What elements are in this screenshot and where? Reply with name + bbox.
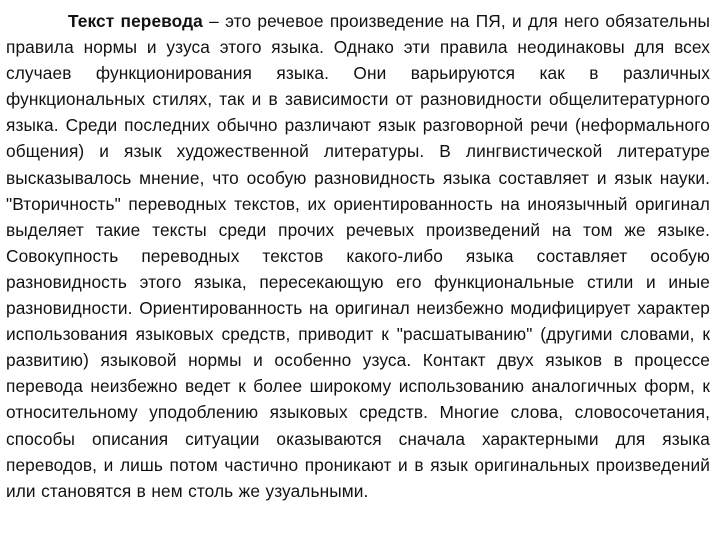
body-paragraph [6, 8, 710, 504]
term-heading: Текст перевода [68, 11, 203, 31]
body-text: – это речевое произведение на ПЯ, и для него обязательны правила нормы и узуса этого языка. Однако эти правила неодинаковы для всех случаев функционирования языка. Они варьируются как в различных функциональных стилях, так и в зависимости от разновидности общелитературного языка. Среди последних обычно различают язык разговорной речи (неформального общения) и язык художественной литературы. В лингвистической литературе высказывалось мнение, что особую разновидность языка составляет и язык науки. "Вторичность" переводных текстов, их ориентированность на иноязычный оригинал выделяет такие тексты среди прочих речевых произведений на том же языке. Совокупность переводных текстов какого-либо языка составляет особую разновидность этого языка, пересекающую его функциональные стили и иные разновидности. Ориентированность на оригинал неизбежно модифицирует характер использования языковых средств, приводит к "расшатыванию" (другими словами, к развитию) языковой нормы и особенно узуса. Контакт двух языков в процессе перевода неизбежно ведет к более широкому использованию аналогичных форм, к относительному уподоблению языковых средств. Многие слова, словосочетания, способы описания ситуации оказываются сначала характерными для языка переводов, и лишь потом частично проникают и в язык оригинальных произведений или становятся в нем столь же узуальными. [6, 11, 710, 501]
